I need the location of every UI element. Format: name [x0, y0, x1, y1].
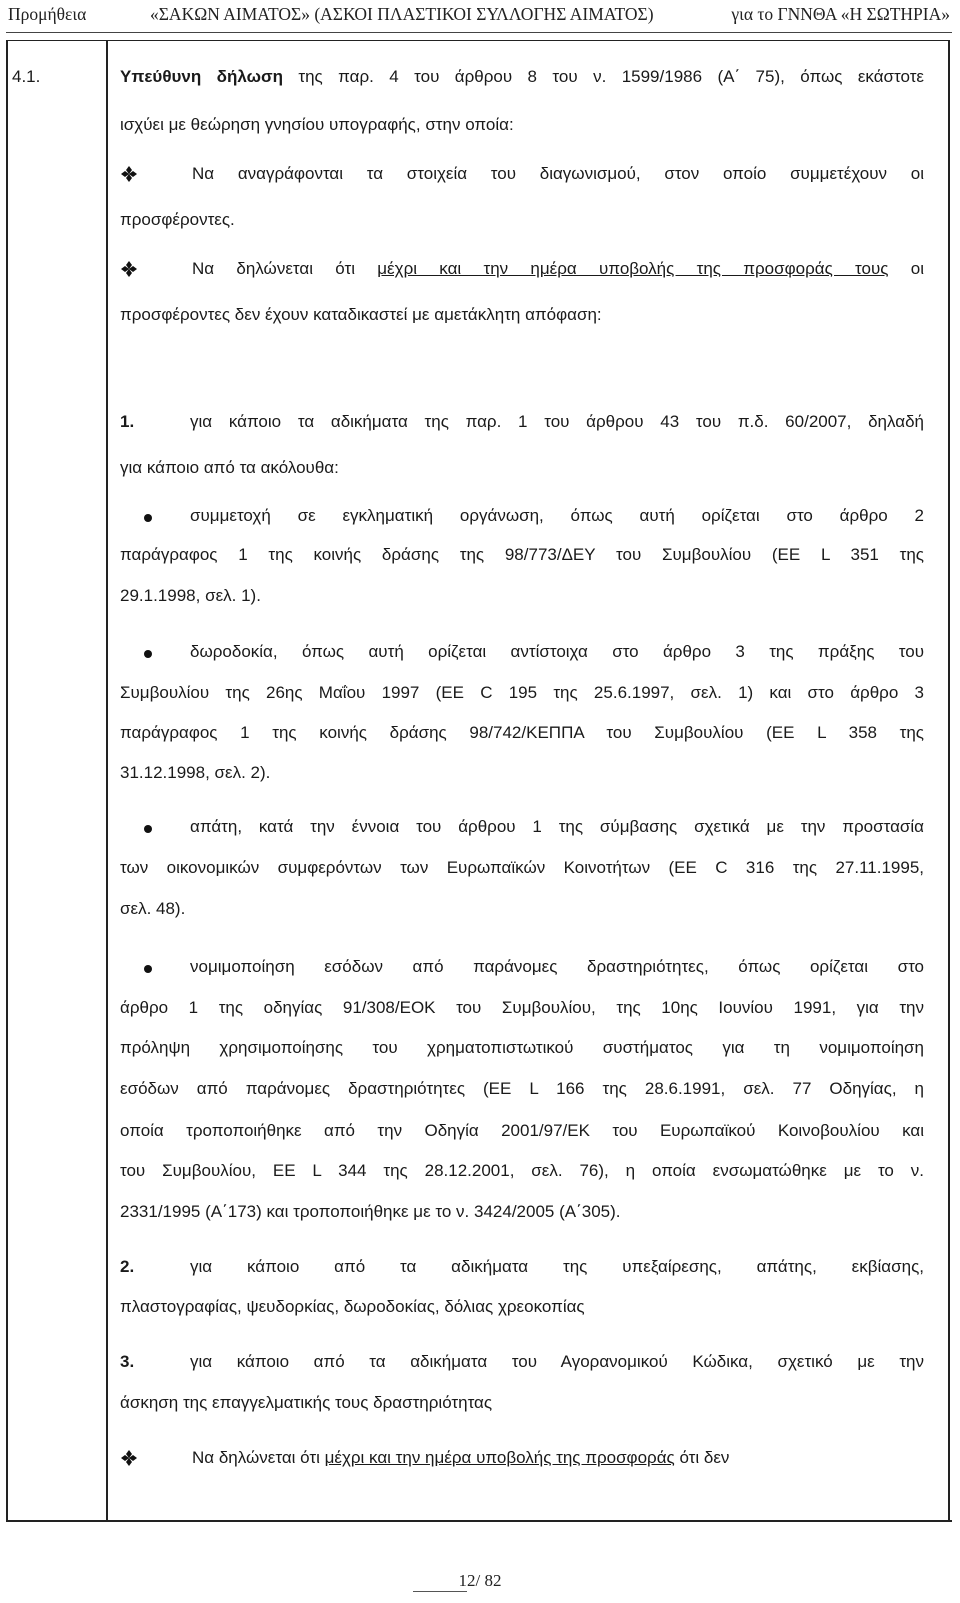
item3-number: 3. [120, 1352, 135, 1371]
bullet4-line-1: νομιμοποίηση εσόδων από παράνομες δραστηριότητες, όπως ορίζεται στο [190, 957, 924, 976]
diamond3-pre: Να δηλώνεται ότι [192, 1448, 325, 1467]
bullet4-line-5: οποία τροποποιήθηκε από την Οδηγία 2001/97/ΕΚ του Ευρωπαϊκού Κοινοβουλίου και [120, 1121, 924, 1140]
bullet2-line-1: δωροδοκία, όπως αυτή ορίζεται αντίστοιχα στο άρθρο 3 της πράξης του [190, 642, 924, 661]
bullet4-line-3: πρόληψη χρησιμοποίησης του χρηματοπιστωτικού συστήματος για τη νομιμοποίηση [120, 1038, 924, 1057]
diamond2-text-2: προσφέροντες δεν έχουν καταδικαστεί με αμετάκλητη απόφαση: [120, 305, 602, 324]
bullet-dot-icon [144, 514, 152, 522]
bullet2-line-4: 31.12.1998, σελ. 2). [120, 763, 271, 782]
diamond2-underlined: μέχρι και την ημέρα υποβολής της προσφοράς τους [377, 259, 889, 278]
diamond-bullet-icon [120, 1449, 138, 1467]
bullet4-line-6: του Συμβουλίου, ΕΕ L 344 της 28.12.2001, σελ. 76), η οποία ενσωματώθηκε με το ν. [120, 1161, 924, 1180]
diamond-bullet-icon [120, 260, 138, 278]
diamond2-text [192, 259, 924, 279]
bullet4-line-4: εσόδων από παράνομες δραστηριότητες (ΕΕ L 166 της 28.6.1991, σελ. 77 Οδηγίας, η [120, 1079, 924, 1098]
diamond3-underlined: μέχρι και την ημέρα υποβολής της προσφοράς [324, 1448, 675, 1467]
bullet4-line-7: 2331/1995 (Α΄173) και τροποποιήθηκε με το ν. 3424/2005 (Α΄305). [120, 1202, 621, 1221]
diamond2-post: οι [888, 259, 924, 278]
item2-text: για κάποιο από τα αδικήματα της υπεξαίρεσης, απάτης, εκβίασης, [190, 1257, 924, 1276]
bullet2-line-3: παράγραφος 1 της κοινής δράσης 98/742/ΚΕΠΠΑ του Συμβουλίου (ΕΕ L 358 της [120, 723, 924, 742]
section-title-rest: της παρ. 4 του άρθρου 8 του ν. 1599/1986 (Α΄ 75), όπως εκάστοτε [282, 67, 924, 86]
bullet1-line-3: 29.1.1998, σελ. 1). [120, 586, 261, 605]
bullet3-line-2: των οικονομικών συμφερόντων των Ευρωπαϊκών Κοινοτήτων (ΕΕ C 316 της 27.11.1995, [120, 858, 924, 877]
section-number: 4.1. [12, 67, 41, 86]
diamond-bullet-icon [120, 165, 138, 183]
bullet-dot-icon [144, 965, 152, 973]
diamond2-pre: Να δηλώνεται ότι [192, 259, 378, 278]
diamond1-text: Να αναγράφονται τα στοιχεία του διαγωνισμού, στον οποίο συμμετέχουν οι [192, 164, 924, 183]
frame-right-border [948, 41, 950, 1521]
item1-text-2: για κάποιο από τα ακόλουθα: [120, 458, 339, 477]
page-header [0, 0, 960, 30]
frame-bottom-border [6, 1520, 952, 1522]
frame-left-border [6, 41, 8, 1521]
bullet4-line-2: άρθρο 1 της οδηγίας 91/308/ΕΟΚ του Συμβουλίου, της 10ης Ιουνίου 1991, για την [120, 998, 924, 1017]
diamond3-text [192, 1448, 729, 1468]
diamond3-post: ότι δεν [674, 1448, 730, 1467]
bullet-dot-icon [144, 650, 152, 658]
bullet2-line-2: Συμβουλίου της 26ης Μαΐου 1997 (ΕΕ C 195 της 25.6.1997, σελ. 1) και στο άρθρο 3 [120, 683, 924, 702]
item3-text-2: άσκηση της επαγγελματικής τους δραστηριότητας [120, 1393, 493, 1412]
header-left: Προμήθεια [8, 4, 87, 24]
diamond1-text-2: προσφέροντες. [120, 210, 235, 229]
section-title-bold: Υπεύθυνη δήλωση [120, 67, 283, 86]
header-divider [6, 32, 952, 33]
section-title [120, 67, 924, 87]
page-number: 12/ 82 [458, 1571, 502, 1590]
bullet-dot-icon [144, 825, 152, 833]
bullet1-line-2: παράγραφος 1 της κοινής δράσης της 98/773/ΔΕΥ του Συμβουλίου (ΕΕ L 351 της [120, 545, 924, 564]
frame-column-divider [106, 41, 108, 1521]
header-right: για το ΓΝΝΘΑ «Η ΣΩΤΗΡΙΑ» [731, 4, 950, 24]
bullet3-line-1: απάτη, κατά την έννοια του άρθρου 1 της σύμβασης σχετικά με την προστασία [190, 817, 924, 836]
item1-text: για κάποιο τα αδικήματα της παρ. 1 του άρθρου 43 του π.δ. 60/2007, δηλαδή [190, 412, 924, 431]
bullet1-line-1: συμμετοχή σε εγκληματική οργάνωση, όπως αυτή ορίζεται στο άρθρο 2 [190, 506, 924, 525]
item3-text: για κάποιο από τα αδικήματα του Αγορανομικού Κώδικα, σχετικό με την [190, 1352, 924, 1371]
item1-number: 1. [120, 412, 135, 431]
section-line-2: ισχύει με θεώρηση γνησίου υπογραφής, στην οποία: [120, 115, 514, 134]
header-middle: «ΣΑΚΩΝ ΑΙΜΑΤΟΣ» (ΑΣΚΟΙ ΠΛΑΣΤΙΚΟΙ ΣΥΛΛΟΓΗΣ ΑΙΜΑΤΟΣ) [150, 4, 654, 24]
page-number-underline [413, 1591, 467, 1592]
item2-number: 2. [120, 1257, 135, 1276]
bullet3-line-3: σελ. 48). [120, 899, 186, 918]
item2-text-2: πλαστογραφίας, ψευδορκίας, δωροδοκίας, δόλιας χρεοκοπίας [120, 1297, 585, 1316]
